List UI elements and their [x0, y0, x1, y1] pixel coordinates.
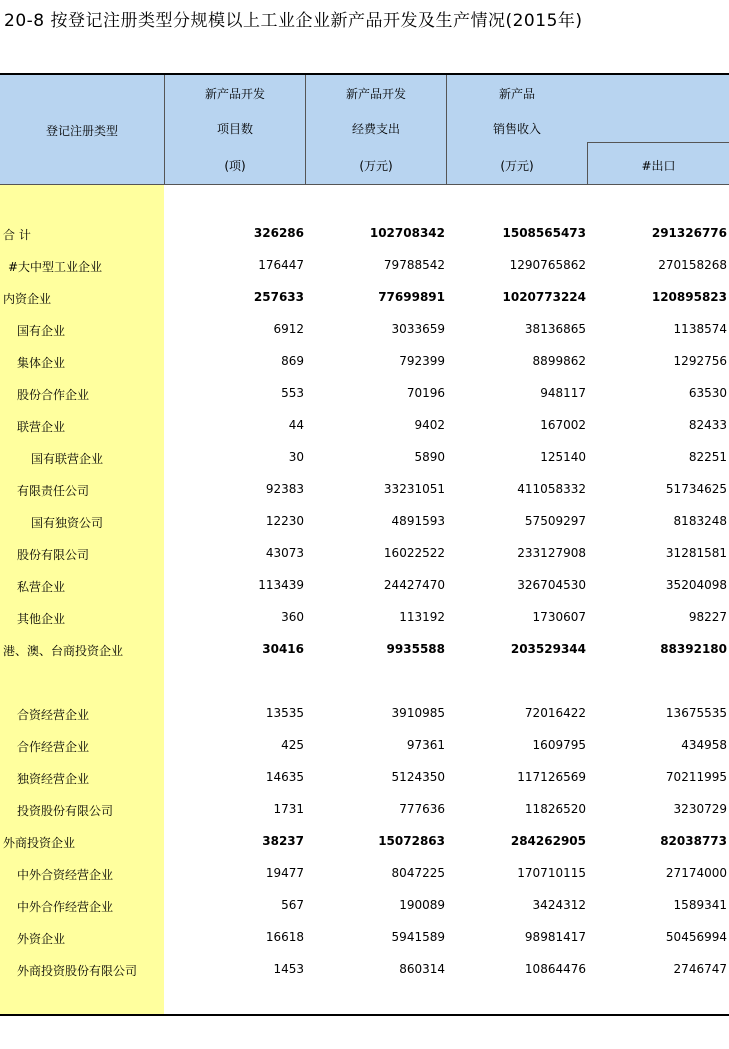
header-projects-line1: 新产品开发: [204, 87, 265, 101]
table-row: [0, 729, 729, 761]
row-value: 33231051: [383, 482, 445, 496]
table-bottom-border: [0, 1014, 729, 1016]
table-row: [0, 793, 729, 825]
row-value: 1290765862: [509, 258, 586, 272]
row-value: 16022522: [383, 546, 445, 560]
table-row: [0, 249, 729, 281]
row-value: 4891593: [391, 514, 445, 528]
header-projects-line2: 项目数: [216, 122, 253, 136]
row-value: 411058332: [517, 482, 586, 496]
table-row: [0, 697, 729, 729]
table-row: [0, 473, 729, 505]
row-value: 1508565473: [502, 226, 586, 240]
row-value: 1138574: [673, 322, 727, 336]
row-value: 3424312: [532, 898, 586, 912]
table-row: [0, 857, 729, 889]
row-value: 92383: [265, 482, 304, 496]
row-value: 38136865: [524, 322, 586, 336]
row-value: 5890: [414, 450, 445, 464]
table-row: [0, 889, 729, 921]
row-value: 44: [288, 418, 304, 432]
row-value: 27174000: [665, 866, 727, 880]
header-expenditure-unit: (万元): [359, 159, 393, 173]
header-registration-type: 登记注册类型: [45, 124, 118, 138]
row-value: 167002: [540, 418, 586, 432]
row-value: 553: [281, 386, 304, 400]
row-value: 869: [281, 354, 304, 368]
table-row: [0, 633, 729, 665]
row-label: 国有独资公司: [31, 516, 104, 530]
row-label: 有限责任公司: [17, 484, 90, 498]
row-value: 1453: [273, 962, 304, 976]
row-value: 98227: [688, 610, 727, 624]
row-value: 97361: [406, 738, 445, 752]
row-value: 190089: [399, 898, 445, 912]
row-value: 38237: [262, 834, 304, 848]
row-label: 外商投资股份有限公司: [17, 964, 138, 978]
row-value: 360: [281, 610, 304, 624]
row-value: 72016422: [524, 706, 586, 720]
row-value: 15072863: [378, 834, 445, 848]
row-label: 股份合作企业: [17, 388, 90, 402]
row-value: 31281581: [665, 546, 727, 560]
row-value: 8047225: [391, 866, 445, 880]
row-value: 16618: [265, 930, 304, 944]
row-value: 1589341: [673, 898, 727, 912]
row-value: 1731: [273, 802, 304, 816]
table-row: [0, 569, 729, 601]
table-row: [0, 505, 729, 537]
row-value: 98981417: [524, 930, 586, 944]
row-value: 5941589: [391, 930, 445, 944]
row-label: 联营企业: [17, 420, 66, 434]
table-row: [0, 537, 729, 569]
row-label: 港、澳、台商投资企业: [3, 644, 124, 658]
row-value: 79788542: [383, 258, 445, 272]
row-label: 合作经营企业: [17, 740, 90, 754]
row-value: 3033659: [391, 322, 445, 336]
row-value: 19477: [265, 866, 304, 880]
row-value: 24427470: [383, 578, 445, 592]
row-label: 集体企业: [17, 356, 66, 370]
row-label: 其他企业: [17, 612, 66, 626]
header-divider: [587, 142, 729, 143]
row-label: 外资企业: [17, 932, 66, 946]
row-value: 88392180: [660, 642, 727, 656]
header-expenditure-line1: 新产品开发: [345, 87, 406, 101]
header-sales-line2: 销售收入: [492, 122, 541, 136]
row-value: 792399: [399, 354, 445, 368]
row-value: 70211995: [665, 770, 727, 784]
row-value: 57509297: [524, 514, 586, 528]
row-value: 1730607: [532, 610, 586, 624]
row-value: 117126569: [517, 770, 586, 784]
row-value: 3910985: [391, 706, 445, 720]
table-row: [0, 761, 729, 793]
row-label: 国有联营企业: [31, 452, 104, 466]
row-label: 合 计: [3, 228, 31, 242]
row-value: 284262905: [510, 834, 586, 848]
row-value: 8899862: [532, 354, 586, 368]
row-value: 1609795: [532, 738, 586, 752]
row-value: 170710115: [517, 866, 586, 880]
row-label: 内资企业: [3, 292, 52, 306]
row-value: 233127908: [517, 546, 586, 560]
table-row: [0, 409, 729, 441]
row-value: 425: [281, 738, 304, 752]
row-label: 独资经营企业: [17, 772, 90, 786]
row-value: 291326776: [651, 226, 727, 240]
row-label: 国有企业: [17, 324, 66, 338]
row-value: 120895823: [651, 290, 727, 304]
row-value: 2746747: [673, 962, 727, 976]
row-value: 70196: [406, 386, 445, 400]
row-value: 13535: [265, 706, 304, 720]
table-row: [0, 665, 729, 697]
table-row: [0, 441, 729, 473]
row-value: 50456994: [665, 930, 727, 944]
row-value: 3230729: [673, 802, 727, 816]
row-value: 43073: [265, 546, 304, 560]
row-value: 176447: [258, 258, 304, 272]
row-value: 35204098: [665, 578, 727, 592]
row-value: 82433: [688, 418, 727, 432]
row-value: 860314: [399, 962, 445, 976]
header-sales-unit: (万元): [500, 159, 534, 173]
row-value: 326704530: [517, 578, 586, 592]
row-value: 30416: [262, 642, 304, 656]
header-expenditure-line2: 经费支出: [351, 122, 400, 136]
table-row: [0, 313, 729, 345]
table-row: [0, 825, 729, 857]
page-title: 20-8 按登记注册类型分规模以上工业企业新产品开发及生产情况(2015年): [4, 11, 583, 31]
row-value: 82038773: [660, 834, 727, 848]
row-value: 5124350: [391, 770, 445, 784]
row-label: 中外合作经营企业: [17, 900, 114, 914]
table-row: [0, 601, 729, 633]
row-value: 77699891: [378, 290, 445, 304]
row-value: 9935588: [386, 642, 445, 656]
row-value: 326286: [253, 226, 304, 240]
row-value: 777636: [399, 802, 445, 816]
table-row: [0, 921, 729, 953]
row-value: 12230: [265, 514, 304, 528]
row-label: 私营企业: [17, 580, 66, 594]
table-row: [0, 953, 729, 985]
row-value: 1020773224: [502, 290, 586, 304]
header-sales-line1: 新产品: [498, 87, 535, 101]
row-label: 股份有限公司: [17, 548, 90, 562]
row-value: 948117: [540, 386, 586, 400]
table-row: [0, 345, 729, 377]
row-value: 203529344: [510, 642, 586, 656]
row-value: 270158268: [658, 258, 727, 272]
table-row: [0, 281, 729, 313]
row-value: 14635: [265, 770, 304, 784]
row-label: #大中型工业企业: [8, 260, 103, 274]
table-row: [0, 217, 729, 249]
row-value: 63530: [688, 386, 727, 400]
header-projects-unit: (项): [224, 159, 246, 173]
row-value: 30: [288, 450, 304, 464]
row-value: 9402: [414, 418, 445, 432]
row-value: 11826520: [524, 802, 586, 816]
row-value: 13675535: [665, 706, 727, 720]
row-value: 567: [281, 898, 304, 912]
row-label: 投资股份有限公司: [17, 804, 114, 818]
row-value: 257633: [253, 290, 304, 304]
row-value: 434958: [681, 738, 727, 752]
row-value: 51734625: [665, 482, 727, 496]
row-value: 10864476: [524, 962, 586, 976]
row-value: 6912: [273, 322, 304, 336]
row-label: 外商投资企业: [3, 836, 76, 850]
row-value: 113439: [258, 578, 304, 592]
row-value: 125140: [540, 450, 586, 464]
row-value: 82251: [688, 450, 727, 464]
row-label: 合资经营企业: [17, 708, 90, 722]
table-row: [0, 377, 729, 409]
header-export: #出口: [641, 159, 676, 173]
row-label: 中外合资经营企业: [17, 868, 114, 882]
row-value: 113192: [399, 610, 445, 624]
header-bottom-border: [0, 184, 729, 185]
row-value: 1292756: [673, 354, 727, 368]
row-value: 102708342: [369, 226, 445, 240]
row-value: 8183248: [673, 514, 727, 528]
